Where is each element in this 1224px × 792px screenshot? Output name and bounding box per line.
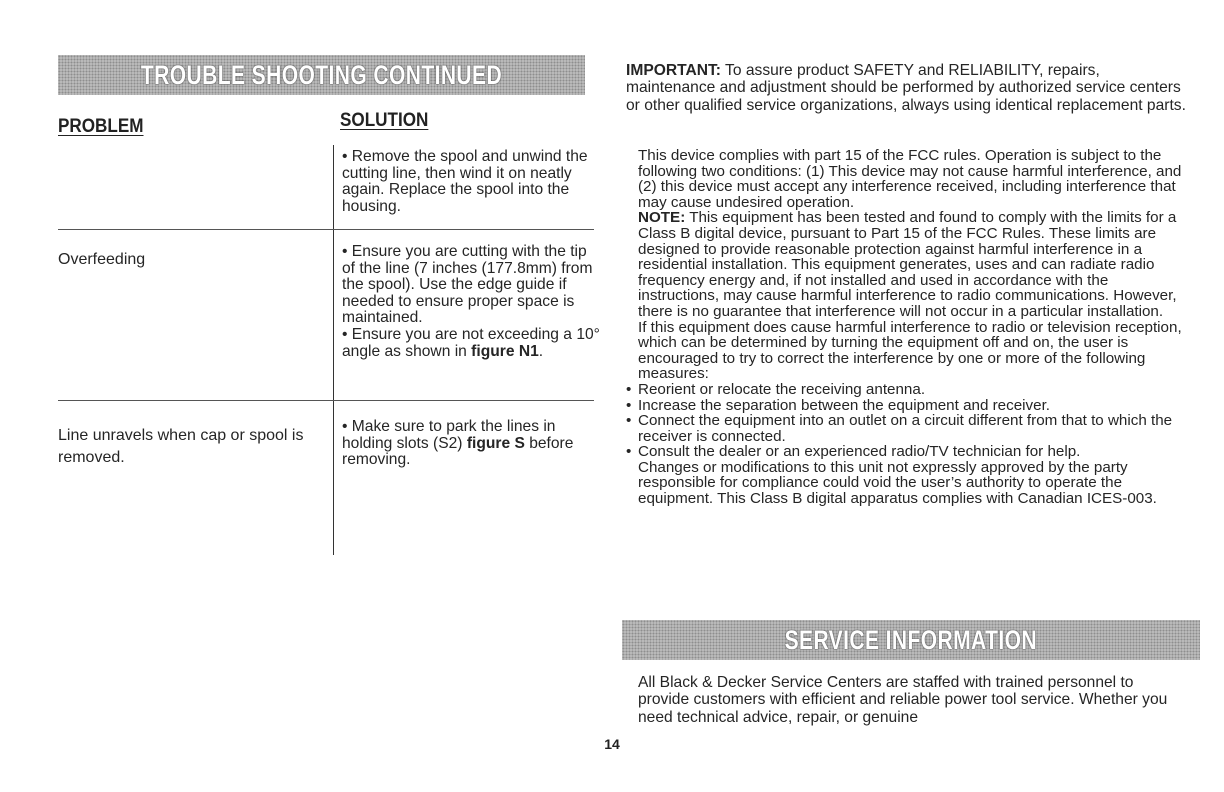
figure-n1-reference: figure N1 — [471, 342, 539, 360]
troubleshooting-banner-title: TROUBLE SHOOTING CONTINUED — [140, 59, 503, 90]
row-divider — [58, 229, 594, 230]
solution-row-1: • Remove the spool and unwind the cutting line, then wind it on neatly again. Replace the spool into the housing. — [342, 148, 588, 215]
fcc-measure-item: • Connect the equipment into an outlet on a circuit different from that to which the receiver is connected. — [626, 412, 1173, 445]
note-label: NOTE: — [638, 209, 686, 227]
fcc-measure-item: • Increase the separation between the equipment and receiver. — [626, 396, 1051, 414]
page-number: 14 — [604, 736, 620, 752]
important-notice — [626, 62, 1186, 114]
fcc-measure-item: • Reorient or relocate the receiving antenna. — [626, 380, 926, 398]
solution-row-3: • Make sure to park the lines in holding slots (S2) figure S before removing. — [342, 418, 574, 469]
problem-column-header: PROBLEM — [58, 116, 144, 137]
important-label: IMPORTANT: — [626, 62, 721, 79]
figure-s-reference: figure S — [466, 434, 525, 452]
solution-row-2: • Ensure you are cutting with the tip of the line (7 inches (177.8mm) from the spool). Use the edge guide if needed to ensure proper space is maintained. • Ensure you are not exceeding a 10° angle as shown in figure N1. — [342, 243, 600, 360]
fcc-paragraph-3: If this equipment does cause harmful interference to radio or television reception, which can be determined by turning the equipment off and on, the user is encouraged to try to correct the interference by one or more of the following measures: — [638, 318, 1182, 383]
service-information-banner — [622, 620, 1200, 660]
fcc-paragraph-4: Changes or modifications to this unit not expressly approved by the party responsible for compliance could void the user’s authority to operate the equipment. This Class B digital apparatus complies with Canadian ICES-003. — [638, 458, 1157, 508]
fcc-compliance-text — [626, 148, 1186, 507]
column-divider — [333, 145, 334, 555]
row-divider — [58, 400, 594, 401]
fcc-note: NOTE: This equipment has been tested and found to comply with the limits for a Class B digital device, pursuant to Part 15 of the FCC Rules. These limits are designed to provide reasonable protection against harmful interference in a residential installation. This equipment generates, uses and can radiate radio frequency energy and, if not installed and used in accordance with the instructions, may cause harmful interference to radio communications. However, there is no guarantee that interference will not occur in a particular installation. — [638, 209, 1177, 320]
service-information-text: All Black & Decker Service Centers are staffed with trained personnel to provide customers with efficient and reliable power tool service. Whether you need technical advice, repair, or genuine — [638, 674, 1168, 726]
troubleshooting-banner — [58, 55, 585, 95]
solution-row-2-bullet-1: • Ensure you are cutting with the tip of the line (7 inches (177.8mm) from the spool). Use the edge guide if needed to ensure proper space is maintained. — [342, 243, 593, 327]
fcc-paragraph-1: This device complies with part 15 of the FCC rules. Operation is subject to the following two conditions: (1) This device may not cause harmful interference, and (2) this device must accept any interference received, including interference that may cause undesired operation. — [638, 147, 1182, 211]
important-text: To assure product SAFETY and RELIABILITY, repairs, maintenance and adjustment should be performed by authorized service centers or other qualified service organizations, always using identical replacement parts. — [626, 62, 1186, 114]
fcc-measure-item: • Consult the dealer or an experienced radio/TV technician for help. — [626, 443, 1081, 461]
solution-column-header: SOLUTION — [340, 110, 429, 131]
problem-row-2: Overfeeding — [58, 251, 146, 268]
service-banner-title: SERVICE INFORMATION — [784, 624, 1038, 655]
problem-row-3: Line unravels when cap or spool is removed. — [58, 427, 304, 466]
solution-row-2-bullet-2: • Ensure you are not exceeding a 10° angle as shown in — [342, 325, 600, 360]
